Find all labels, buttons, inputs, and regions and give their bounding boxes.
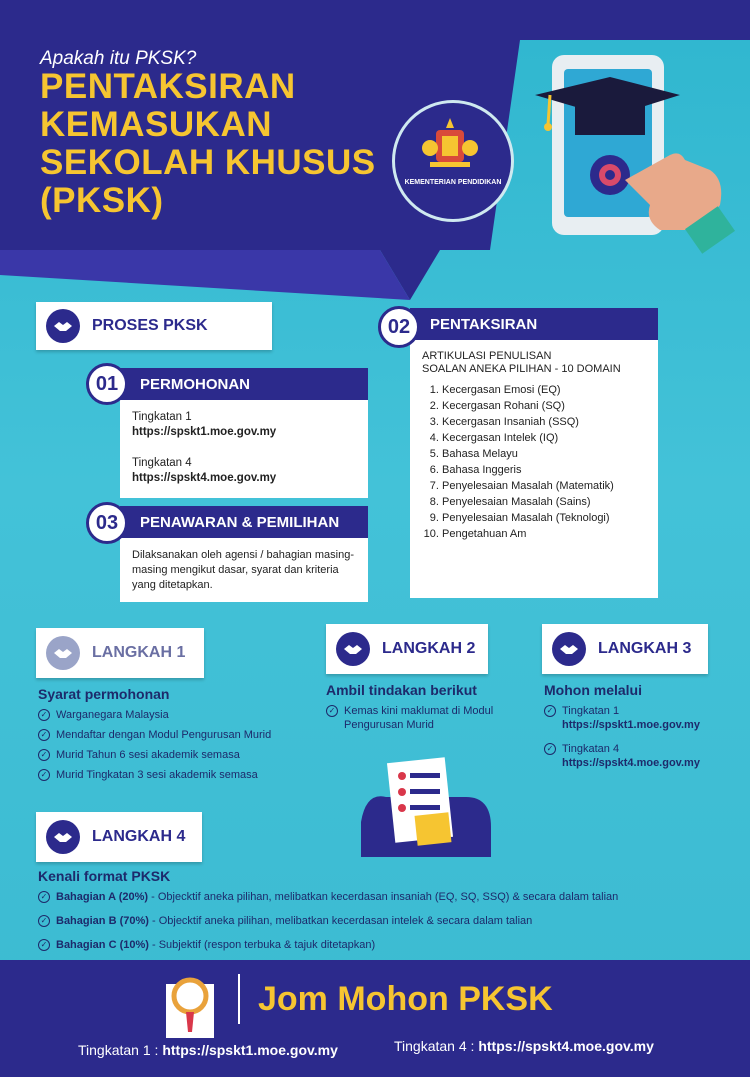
penawaran-card xyxy=(120,506,368,602)
check-circle-icon: ✓ xyxy=(38,915,50,927)
langkah-1-item-text: Murid Tahun 6 sesi akademik semasa xyxy=(56,749,240,761)
checklist-illustration xyxy=(356,752,496,862)
check-circle-icon: ✓ xyxy=(38,749,50,761)
bahagian-c-label: Bahagian C (10%) xyxy=(56,939,149,951)
handshake-icon xyxy=(46,309,80,343)
header-eyebrow: Apakah itu PKSK? xyxy=(40,48,197,69)
permohonan-t4-label: Tingkatan 4 xyxy=(132,457,192,469)
langkah-3-pill xyxy=(542,624,708,674)
langkah-4-item-text xyxy=(56,890,618,904)
permohonan-t1-label: Tingkatan 1 xyxy=(132,411,192,423)
coat-of-arms-icon xyxy=(392,100,508,216)
check-circle-icon: ✓ xyxy=(38,709,50,721)
permohonan-body xyxy=(120,400,368,498)
step-number-02: 02 xyxy=(378,306,420,348)
bahagian-b-text: - Objecktif aneka pilihan, melibatkan kecerdasan intelek & secara dalam talian xyxy=(148,915,533,927)
ministry-seal xyxy=(392,100,514,222)
footer-t1 xyxy=(78,1042,338,1058)
langkah-4-item-text xyxy=(56,938,375,952)
langkah-3-heading: Mohon melalui xyxy=(544,682,642,698)
langkah-3-item-text xyxy=(562,704,700,732)
check-circle-icon: ✓ xyxy=(38,729,50,741)
langkah-3-item-text xyxy=(562,742,700,770)
footer-banner xyxy=(0,960,750,1077)
domain-item: 7. Penyelesaian Masalah (Matematik) xyxy=(442,480,646,493)
langkah-4-item xyxy=(38,890,728,904)
bahagian-a-label: Bahagian A (20%) xyxy=(56,891,149,903)
step-number-03: 03 xyxy=(86,502,128,544)
pentaksiran-line-1: ARTIKULASI PENULISAN xyxy=(422,350,552,362)
search-document-icon xyxy=(162,970,222,1040)
langkah-3-t1-url[interactable]: https://spskt1.moe.gov.my xyxy=(562,719,700,731)
langkah-2-content xyxy=(326,682,526,738)
footer-t4-label: Tingkatan 4 : xyxy=(394,1038,479,1054)
check-circle-icon: ✓ xyxy=(544,743,556,755)
langkah-4-content xyxy=(38,868,728,958)
langkah-3-t1-label: Tingkatan 1 xyxy=(562,705,620,717)
step-number-01: 01 xyxy=(86,363,128,405)
langkah-1-pill xyxy=(36,628,204,678)
pentaksiran-body xyxy=(410,340,658,598)
langkah-2-heading: Ambil tindakan berikut xyxy=(326,682,477,698)
permohonan-card xyxy=(120,368,368,498)
langkah-2-label: LANGKAH 2 xyxy=(382,640,476,657)
langkah-4-pill xyxy=(36,812,202,862)
permohonan-t1-url[interactable]: https://spskt1.moe.gov.my xyxy=(132,426,277,438)
footer-slogan: Jom Mohon PKSK xyxy=(258,980,553,1018)
langkah-4-heading: Kenali format PKSK xyxy=(38,868,171,884)
seal-label: KEMENTERIAN PENDIDIKAN xyxy=(404,179,502,186)
title-line-2: KEMASUKAN xyxy=(40,105,272,144)
footer-t1-label: Tingkatan 1 : xyxy=(78,1042,163,1058)
footer-t1-url[interactable]: https://spskt1.moe.gov.my xyxy=(162,1042,338,1058)
handshake-icon xyxy=(552,632,586,666)
langkah-1-item-text: Warganegara Malaysia xyxy=(56,709,169,721)
pentaksiran-title: PENTAKSIRAN xyxy=(410,308,658,340)
langkah-3-item xyxy=(544,704,734,732)
permohonan-t4-url[interactable]: https://spskt4.moe.gov.my xyxy=(132,472,277,484)
bahagian-b-label: Bahagian B (70%) xyxy=(56,915,149,927)
langkah-1-heading: Syarat permohonan xyxy=(38,686,170,702)
langkah-2-item xyxy=(326,704,526,732)
domain-item: 3. Kecergasan Insaniah (SSQ) xyxy=(442,416,646,429)
proses-pksk-pill xyxy=(36,302,272,350)
domain-item: 6. Bahasa Inggeris xyxy=(442,464,646,477)
langkah-3-label: LANGKAH 3 xyxy=(598,640,692,657)
domain-item: 8. Penyelesaian Masalah (Sains) xyxy=(442,496,646,509)
domain-item: 9. Penyelesaian Masalah (Teknologi) xyxy=(442,512,646,525)
domain-item: 1. Kecergasan Emosi (EQ) xyxy=(442,384,646,397)
domain-item: 5. Bahasa Melayu xyxy=(442,448,646,461)
langkah-1-item-text: Murid Tingkatan 3 sesi akademik semasa xyxy=(56,769,258,781)
penawaran-title: PENAWARAN & PEMILIHAN xyxy=(120,506,368,538)
langkah-1-content xyxy=(38,686,328,788)
langkah-1-item xyxy=(38,728,328,742)
footer-t4-url[interactable]: https://spskt4.moe.gov.my xyxy=(478,1038,654,1054)
langkah-1-label: LANGKAH 1 xyxy=(92,644,186,661)
check-circle-icon: ✓ xyxy=(38,939,50,951)
title-line-4: (PKSK) xyxy=(40,181,164,220)
handshake-icon xyxy=(336,632,370,666)
langkah-4-item-text xyxy=(56,914,532,928)
check-circle-icon: ✓ xyxy=(38,891,50,903)
title-line-3: SEKOLAH KHUSUS xyxy=(40,143,376,182)
check-circle-icon: ✓ xyxy=(544,705,556,717)
langkah-1-item xyxy=(38,768,328,782)
langkah-2-pill xyxy=(326,624,488,674)
title-line-1: PENTAKSIRAN xyxy=(40,67,296,106)
langkah-1-item-text: Mendaftar dengan Modul Pengurusan Murid xyxy=(56,729,272,741)
check-circle-icon: ✓ xyxy=(38,769,50,781)
proses-pksk-label: PROSES PKSK xyxy=(92,317,208,334)
footer-divider xyxy=(238,974,240,1024)
bahagian-a-text: - Objecktif aneka pilihan, melibatkan kecerdasan insaniah (EQ, SQ, SSQ) & secara dalam talian xyxy=(148,891,619,903)
penawaran-body: Dilaksanakan oleh agensi / bahagian masing-masing mengikut dasar, syarat dan kriteria yang ditetapkan. xyxy=(120,538,368,602)
langkah-3-t4-url[interactable]: https://spskt4.moe.gov.my xyxy=(562,757,700,769)
check-circle-icon: ✓ xyxy=(326,705,338,717)
langkah-3-t4-label: Tingkatan 4 xyxy=(562,743,620,755)
pentaksiran-card xyxy=(410,308,658,598)
bahagian-c-text: - Subjektif (respon terbuka & tajuk ditetapkan) xyxy=(148,939,376,951)
footer-t4 xyxy=(394,1038,654,1054)
langkah-4-item xyxy=(38,914,728,928)
domain-item: 4. Kecergasan Intelek (IQ) xyxy=(442,432,646,445)
domain-item: 10. Pengetahuan Am xyxy=(442,528,646,541)
pentaksiran-line-2: SOALAN ANEKA PILIHAN - 10 DOMAIN xyxy=(422,363,621,375)
langkah-1-item xyxy=(38,748,328,762)
permohonan-title: PERMOHONAN xyxy=(120,368,368,400)
langkah-3-content xyxy=(544,682,734,776)
handshake-icon xyxy=(46,820,80,854)
domain-item: 2. Kecergasan Rohani (SQ) xyxy=(442,400,646,413)
langkah-1-item xyxy=(38,708,328,722)
tablet-graduation-illustration xyxy=(530,55,740,260)
langkah-2-item-text: Kemas kini maklumat di Modul Pengurusan Murid xyxy=(344,705,494,731)
handshake-icon xyxy=(46,636,80,670)
langkah-3-item xyxy=(544,742,734,770)
langkah-4-item xyxy=(38,938,728,952)
domain-list xyxy=(422,384,646,541)
langkah-4-label: LANGKAH 4 xyxy=(92,828,186,845)
